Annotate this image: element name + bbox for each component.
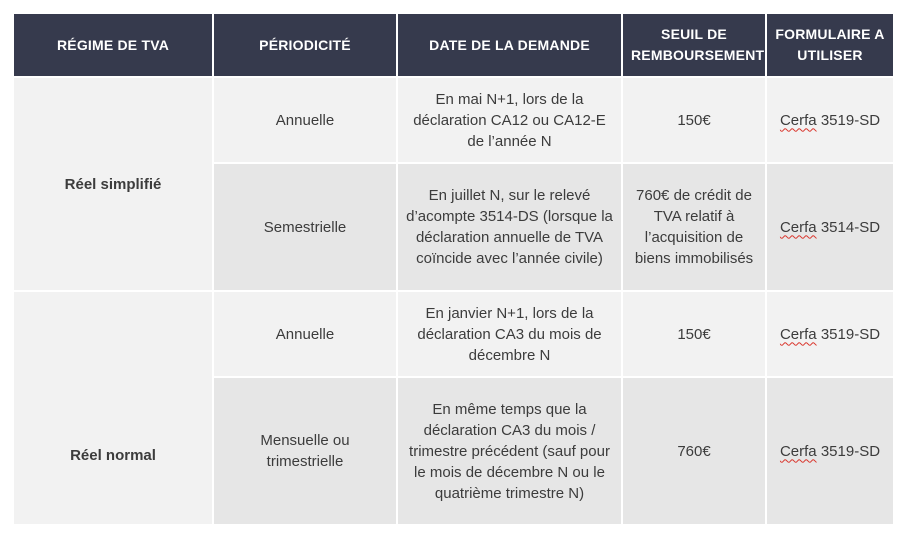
header-regime: RÉGIME DE TVA xyxy=(13,13,213,77)
header-seuil: SEUIL DE REMBOURSEMENT xyxy=(622,13,766,77)
periodicite-cell: Mensuelle ou trimestrielle xyxy=(213,377,397,525)
form-number: 3519-SD xyxy=(820,111,881,129)
periodicite-cell: Semestrielle xyxy=(213,163,397,291)
header-date-demande: DATE DE LA DEMANDE xyxy=(397,13,622,77)
seuil-cell: 760€ xyxy=(622,377,766,525)
header-periodicite: PÉRIODICITÉ xyxy=(213,13,397,77)
header-formulaire: FORMULAIRE A UTILISER xyxy=(766,13,894,77)
header-row xyxy=(13,13,894,77)
form-word: Cerfa xyxy=(779,442,817,460)
date-cell: En janvier N+1, lors de la déclaration CA3 du mois de décembre N xyxy=(397,291,622,377)
regime-cell: Réel simplifié xyxy=(13,77,213,291)
date-cell: En juillet N, sur le relevé d’acompte 3514-DS (lorsque la déclaration annuelle de TVA coïncide avec l’année civile) xyxy=(397,163,622,291)
form-number: 3519-SD xyxy=(820,325,881,343)
formulaire-cell xyxy=(766,291,894,377)
form-word: Cerfa xyxy=(779,325,817,343)
form-word: Cerfa xyxy=(779,111,817,129)
seuil-cell: 150€ xyxy=(622,77,766,163)
periodicite-cell: Annuelle xyxy=(213,77,397,163)
periodicite-cell: Annuelle xyxy=(213,291,397,377)
seuil-cell: 150€ xyxy=(622,291,766,377)
date-cell: En mai N+1, lors de la déclaration CA12 ou CA12-E de l’année N xyxy=(397,77,622,163)
form-number: 3514-SD xyxy=(820,218,881,236)
seuil-cell: 760€ de crédit de TVA relatif à l’acquisition de biens immobilisés xyxy=(622,163,766,291)
form-number: 3519-SD xyxy=(820,442,881,460)
formulaire-cell xyxy=(766,77,894,163)
table-row xyxy=(13,291,894,377)
table-row xyxy=(13,77,894,163)
formulaire-cell xyxy=(766,377,894,525)
date-cell: En même temps que la déclaration CA3 du mois / trimestre précédent (sauf pour le mois de décembre N ou le quatrième trimestre N) xyxy=(397,377,622,525)
formulaire-cell xyxy=(766,163,894,291)
regime-cell: Réel normal xyxy=(13,291,213,525)
form-word: Cerfa xyxy=(779,218,817,236)
tva-refund-table xyxy=(12,12,895,526)
